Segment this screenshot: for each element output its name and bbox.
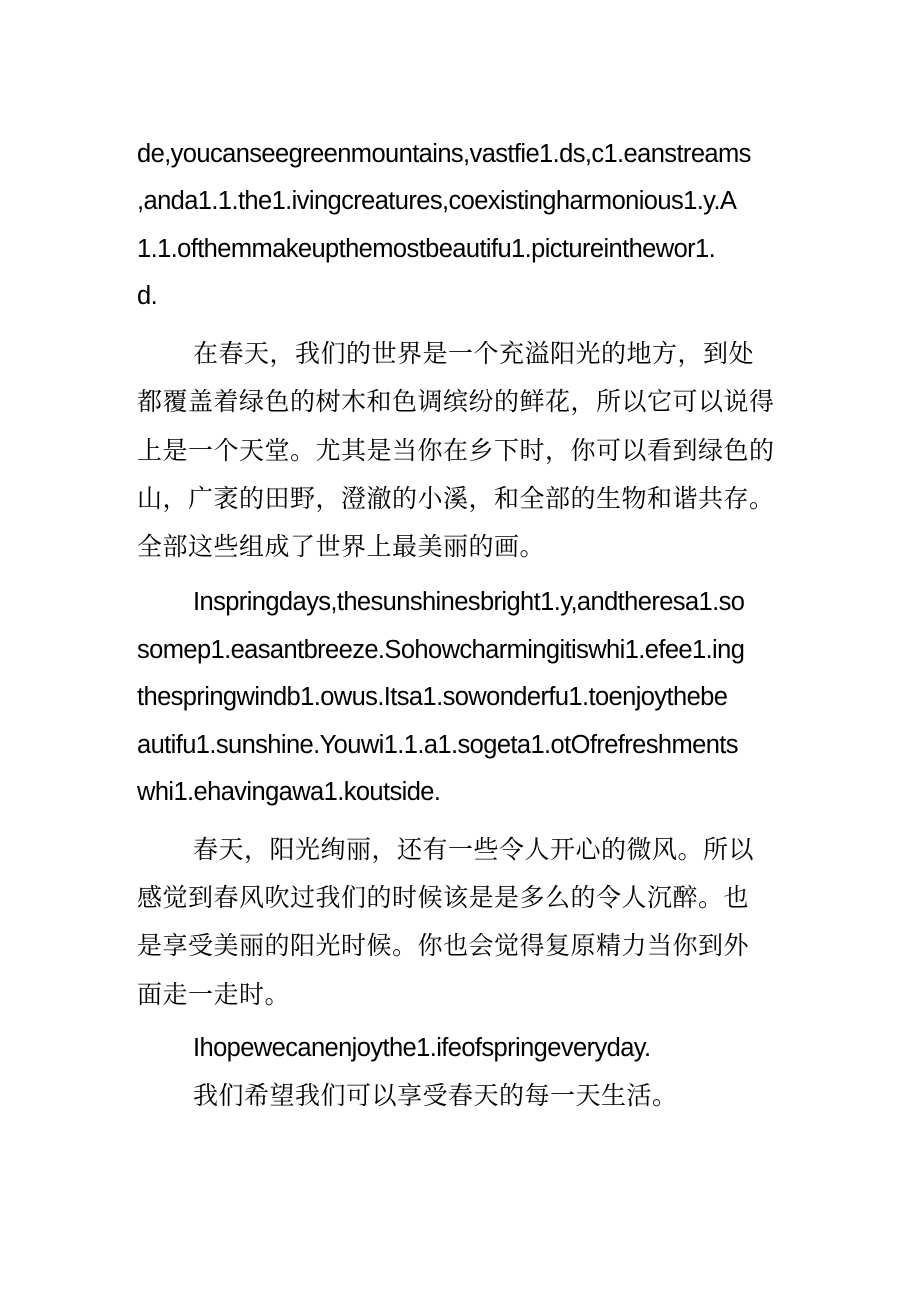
paragraph-4-line-4: 面走一走时。 <box>137 980 291 1009</box>
paragraph-2-line-3: 上是一个天堂。尤其是当你在乡下时，你可以看到绿色的 <box>137 436 775 465</box>
paragraph-1-line-3: 1.1.ofthemmakeupthemostbeautifu1.pictureinthewor1. <box>137 235 716 263</box>
paragraph-6-line-1: 我们希望我们可以享受春天的每一天生活。 <box>193 1081 678 1110</box>
paragraph-4-line-3: 是享受美丽的阳光时候。你也会觉得复原精力当你到外 <box>137 931 750 960</box>
paragraph-4-line-2: 感觉到春风吹过我们的时候该是是多么的令人沉醉。也 <box>137 883 750 912</box>
paragraph-2-line-2: 都覆盖着绿色的树木和色调缤纷的鲜花，所以它可以说得 <box>137 387 775 416</box>
paragraph-1-line-1: de,youcanseegreenmountains,vastfie1.ds,c1.eanstreams <box>137 140 751 168</box>
paragraph-1-line-2: ,anda1.1.the1.ivingcreatures,coexistingharmonious1.y.A <box>137 187 737 215</box>
paragraph-3-line-1: Inspringdays,thesunshinesbright1.y,andtheresa1.so <box>193 588 745 616</box>
paragraph-5-line-1: Ihopewecanenjoythe1.ifeofspringeveryday. <box>193 1034 651 1062</box>
paragraph-2-line-5: 全部这些组成了世界上最美丽的画。 <box>137 532 546 561</box>
paragraph-3-line-2: somep1.easantbreeze.Sohowcharmingitiswhi1.efee1.ing <box>137 636 745 664</box>
paragraph-2-line-4: 山，广袤的田野，澄澈的小溪，和全部的生物和谐共存。 <box>137 484 775 513</box>
paragraph-2-line-1: 在春天，我们的世界是一个充溢阳光的地方，到处 <box>193 339 755 368</box>
paragraph-3-line-5: whi1.ehavingawa1.koutside. <box>137 778 441 806</box>
paragraph-3-line-3: thespringwindb1.owus.Itsa1.sowonderfu1.toenjoythebe <box>137 683 728 711</box>
paragraph-3-line-4: autifu1.sunshine.Youwi1.1.a1.sogeta1.otOfrefreshments <box>137 731 738 759</box>
paragraph-4-line-1: 春天，阳光绚丽，还有一些令人开心的微风。所以 <box>193 835 755 864</box>
paragraph-1-line-4: d. <box>137 282 158 310</box>
